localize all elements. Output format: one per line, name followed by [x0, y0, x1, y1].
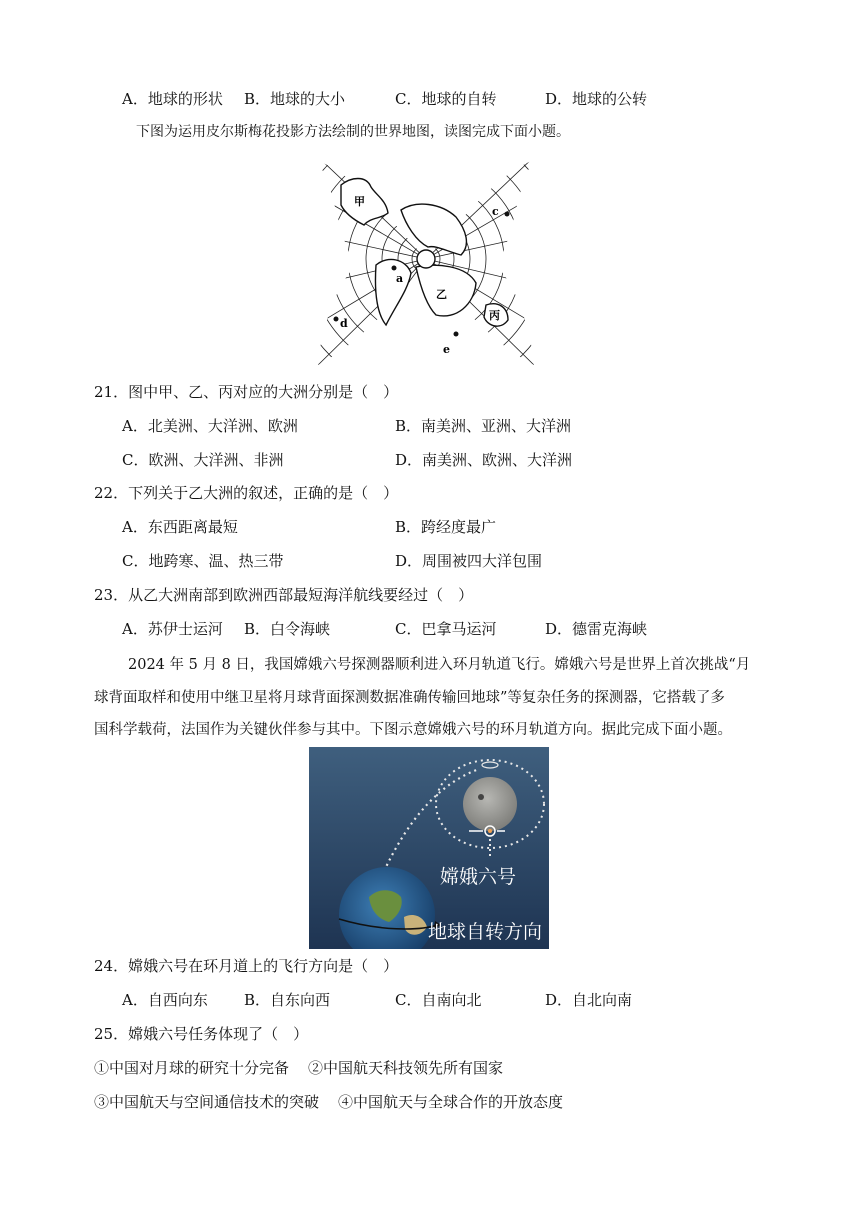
- map-label-e: e: [443, 343, 450, 356]
- q23-option-a: A．苏伊士运河: [122, 620, 223, 638]
- map-label-a: a: [396, 272, 404, 285]
- passage-line-1: 2024 年 5 月 8 日，我国嫦娥六号探测器顺利进入环月轨道飞行。嫦娥六号是世界上首次挑战“月: [128, 657, 751, 673]
- q24-option-b: B．自东向西: [244, 991, 331, 1009]
- map-label-bing: 丙: [489, 309, 500, 322]
- earth-rotation-label: 地球自转方向: [428, 922, 543, 943]
- map-intro: 下图为运用皮尔斯梅花投影方法绘制的世界地图，读图完成下面小题。: [136, 124, 570, 140]
- q23-option-c: C．巴拿马运河: [395, 620, 497, 638]
- q20-option-d: D．地球的公转: [545, 90, 648, 108]
- q20-option-b: B．地球的大小: [244, 90, 346, 108]
- q21-option-d: D．南美洲、欧洲、大洋洲: [395, 451, 573, 469]
- q21-option-b: B．南美洲、亚洲、大洋洲: [395, 417, 572, 435]
- q22-option-c: C．地跨寒、温、热三带: [122, 552, 284, 570]
- q24-option-c: C．自南向北: [395, 991, 482, 1009]
- q24-option-d: D．自北向南: [545, 991, 633, 1009]
- passage-line-2: 球背面取样和使用中继卫星将月球背面探测数据准确传输回地球”等复杂任务的探测器，它搭载了多: [94, 690, 725, 706]
- map-label-d: d: [340, 317, 348, 330]
- q22-option-a: A．东西距离最短: [122, 518, 238, 536]
- q21-stem: 21．图中甲、乙、丙对应的大洲分别是（ ）: [94, 383, 399, 401]
- q20-option-a: A．地球的形状: [122, 90, 223, 108]
- q22-option-b: B．跨经度最广: [395, 518, 497, 536]
- q21-option-a: A．北美洲、大洋洲、欧洲: [122, 417, 298, 435]
- q25-item-1: ①中国对月球的研究十分完备: [94, 1059, 290, 1077]
- q20-option-c: C．地球的自转: [395, 90, 497, 108]
- passage-line-3: 国科学载荷，法国作为关键伙伴参与其中。下图示意嫦娥六号的环月轨道方向。据此完成下面小题。: [94, 722, 732, 738]
- world-map-figure: [316, 155, 536, 367]
- change6-orbit-figure: [309, 747, 549, 949]
- q25-item-4: ④中国航天与全球合作的开放态度: [338, 1093, 564, 1111]
- q23-option-b: B．白令海峡: [244, 620, 331, 638]
- q22-stem: 22．下列关于乙大洲的叙述，正确的是（ ）: [94, 484, 399, 502]
- map-label-yi: 乙: [436, 288, 447, 301]
- q25-item-2: ②中国航天科技领先所有国家: [308, 1059, 504, 1077]
- q25-stem: 25．嫦娥六号任务体现了（ ）: [94, 1025, 309, 1043]
- q22-option-d: D．周围被四大洋包围: [395, 552, 543, 570]
- q23-option-d: D．德雷克海峡: [545, 620, 648, 638]
- probe-label: 嫦娥六号: [440, 867, 517, 888]
- q23-stem: 23．从乙大洲南部到欧洲西部最短海洋航线要经过（ ）: [94, 586, 474, 604]
- map-label-c: c: [492, 205, 499, 218]
- q24-stem: 24．嫦娥六号在环月道上的飞行方向是（ ）: [94, 957, 399, 975]
- map-label-jia: 甲: [354, 195, 365, 208]
- q25-item-3: ③中国航天与空间通信技术的突破: [94, 1093, 320, 1111]
- q24-option-a: A．自西向东: [122, 991, 208, 1009]
- q21-option-c: C．欧洲、大洋洲、非洲: [122, 451, 284, 469]
